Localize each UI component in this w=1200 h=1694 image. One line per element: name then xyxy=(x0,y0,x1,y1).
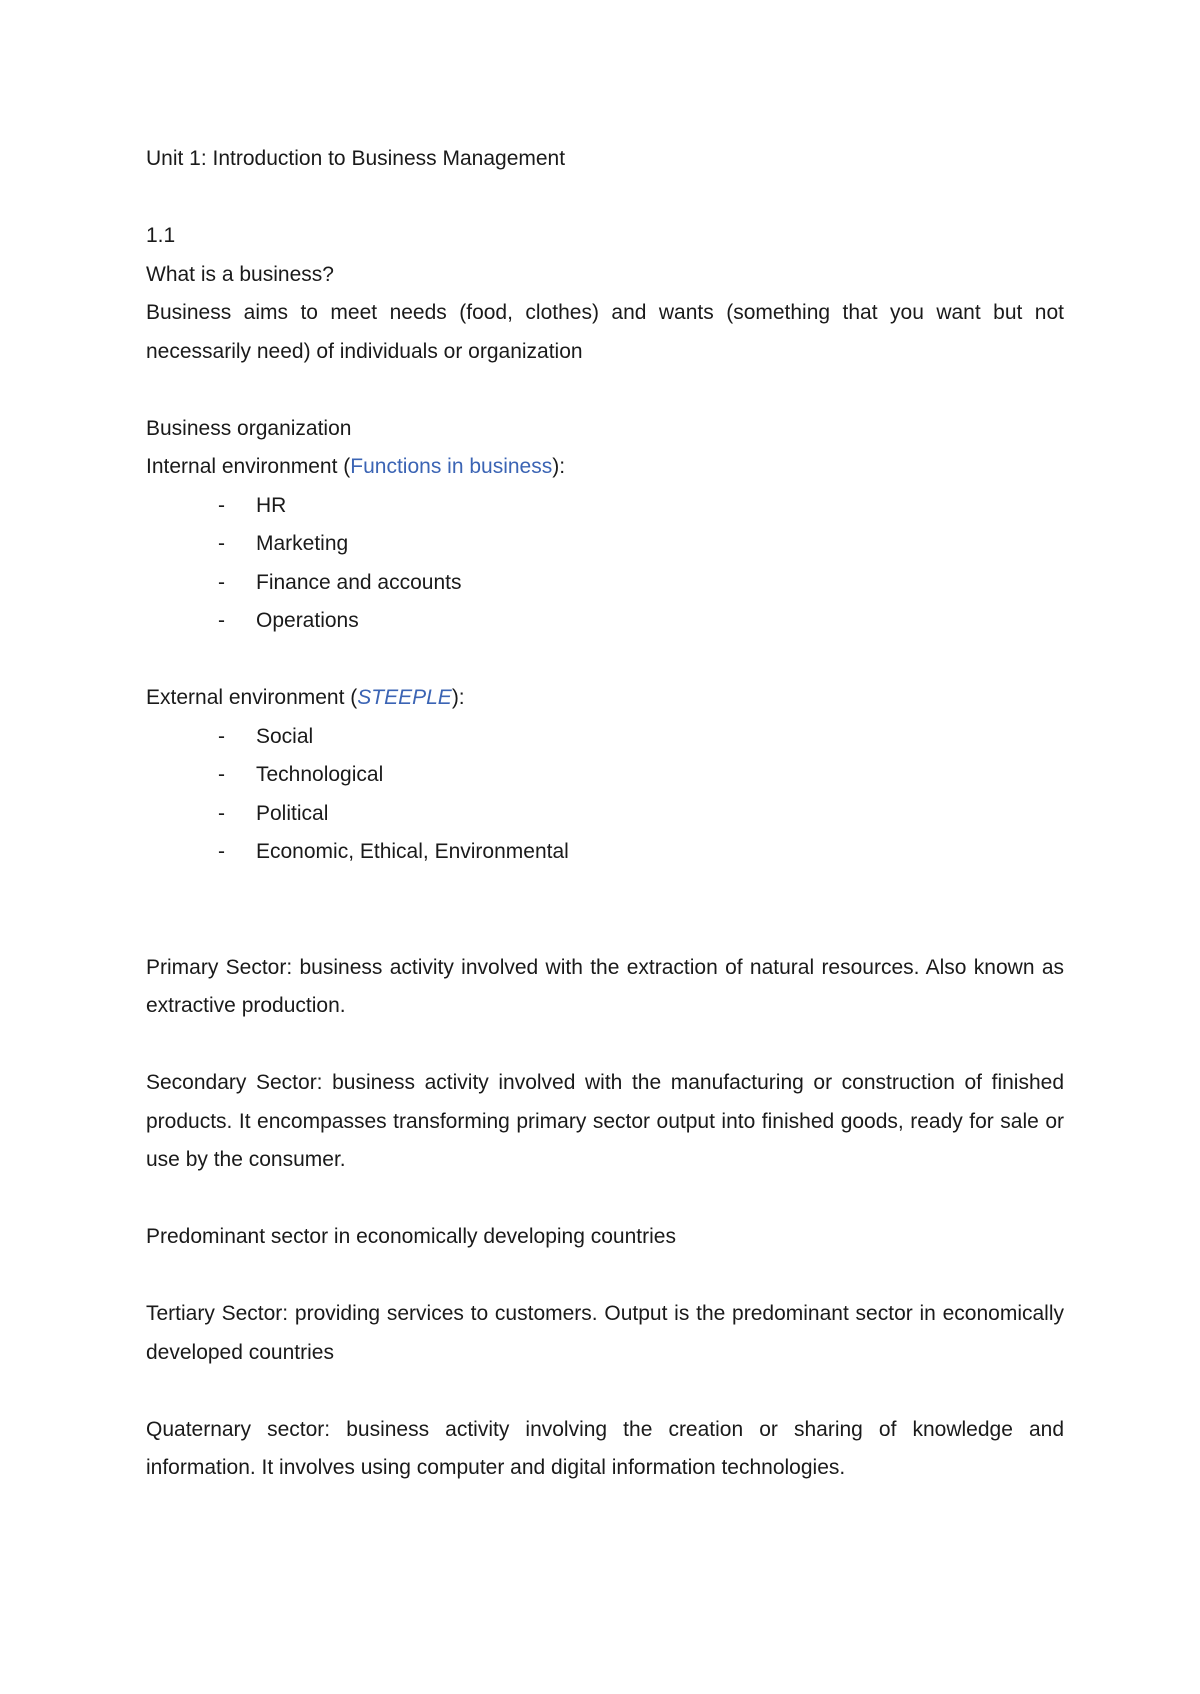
dash-bullet: - xyxy=(218,609,225,632)
list-item-label: Operations xyxy=(256,609,359,632)
external-list xyxy=(146,718,1064,872)
steeple-link[interactable]: STEEPLE xyxy=(357,686,452,709)
functions-in-business-link[interactable]: Functions in business xyxy=(350,455,553,478)
organization-heading: Business organization xyxy=(146,416,352,440)
spacer xyxy=(146,872,1064,949)
list-item xyxy=(146,718,1064,757)
primary-sector-paragraph: Primary Sector: business activity involved with the extraction of natural resources. Also known as extractive production. xyxy=(146,955,1064,1017)
external-environment-heading xyxy=(146,679,1064,718)
spacer xyxy=(146,371,1064,410)
dash-bullet: - xyxy=(218,763,225,786)
external-suffix: ): xyxy=(451,686,465,709)
dash-bullet: - xyxy=(218,801,225,825)
spacer xyxy=(146,179,1064,218)
business-definition: Business aims to meet needs (food, clothes) and wants (something that you want but not necessarily need) of individuals or organization xyxy=(146,301,1064,363)
list-item-label: Finance and accounts xyxy=(256,570,462,594)
dash-bullet: - xyxy=(218,570,225,594)
spacer xyxy=(146,1372,1064,1411)
dash-bullet: - xyxy=(218,724,225,748)
list-item xyxy=(146,602,1064,641)
quaternary-sector-paragraph: Quaternary sector: business activity involving the creation or sharing of knowledge and information. It involves using computer and digital information technologies. xyxy=(146,1417,1064,1479)
document-body xyxy=(146,140,1064,1488)
list-item xyxy=(146,833,1064,872)
list-item xyxy=(146,487,1064,526)
section-question: What is a business? xyxy=(146,262,334,286)
list-item-label: HR xyxy=(256,493,287,517)
dash-bullet: - xyxy=(218,532,225,555)
spacer xyxy=(146,1257,1064,1296)
predominant-sector-note: Predominant sector in economically developing countries xyxy=(146,1225,676,1248)
list-item-label: Economic, Ethical, Environmental xyxy=(256,840,569,863)
spacer xyxy=(146,1180,1064,1219)
spacer xyxy=(146,1026,1064,1065)
dash-bullet: - xyxy=(218,493,225,517)
list-item xyxy=(146,525,1064,564)
section-number: 1.1 xyxy=(146,224,176,247)
internal-suffix: ): xyxy=(552,455,566,478)
list-item xyxy=(146,756,1064,795)
list-item-label: Political xyxy=(256,801,329,825)
dash-bullet: - xyxy=(218,840,225,863)
internal-environment-heading xyxy=(146,448,1064,487)
list-item xyxy=(146,795,1064,834)
internal-prefix: Internal environment ( xyxy=(146,455,351,478)
unit-title: Unit 1: Introduction to Business Management xyxy=(146,147,566,170)
list-item-label: Technological xyxy=(256,763,384,786)
list-item-label: Social xyxy=(256,724,314,748)
secondary-sector-paragraph: Secondary Sector: business activity involved with the manufacturing or construction of finished products. It encompasses transforming primary sector output into finished goods, ready for sale or use by the consumer. xyxy=(146,1071,1064,1171)
external-prefix: External environment ( xyxy=(146,686,358,709)
tertiary-sector-paragraph: Tertiary Sector: providing services to customers. Output is the predominant sector in economically developed countries xyxy=(146,1302,1064,1364)
internal-list xyxy=(146,487,1064,641)
spacer xyxy=(146,641,1064,680)
list-item-label: Marketing xyxy=(256,532,349,555)
list-item xyxy=(146,564,1064,603)
